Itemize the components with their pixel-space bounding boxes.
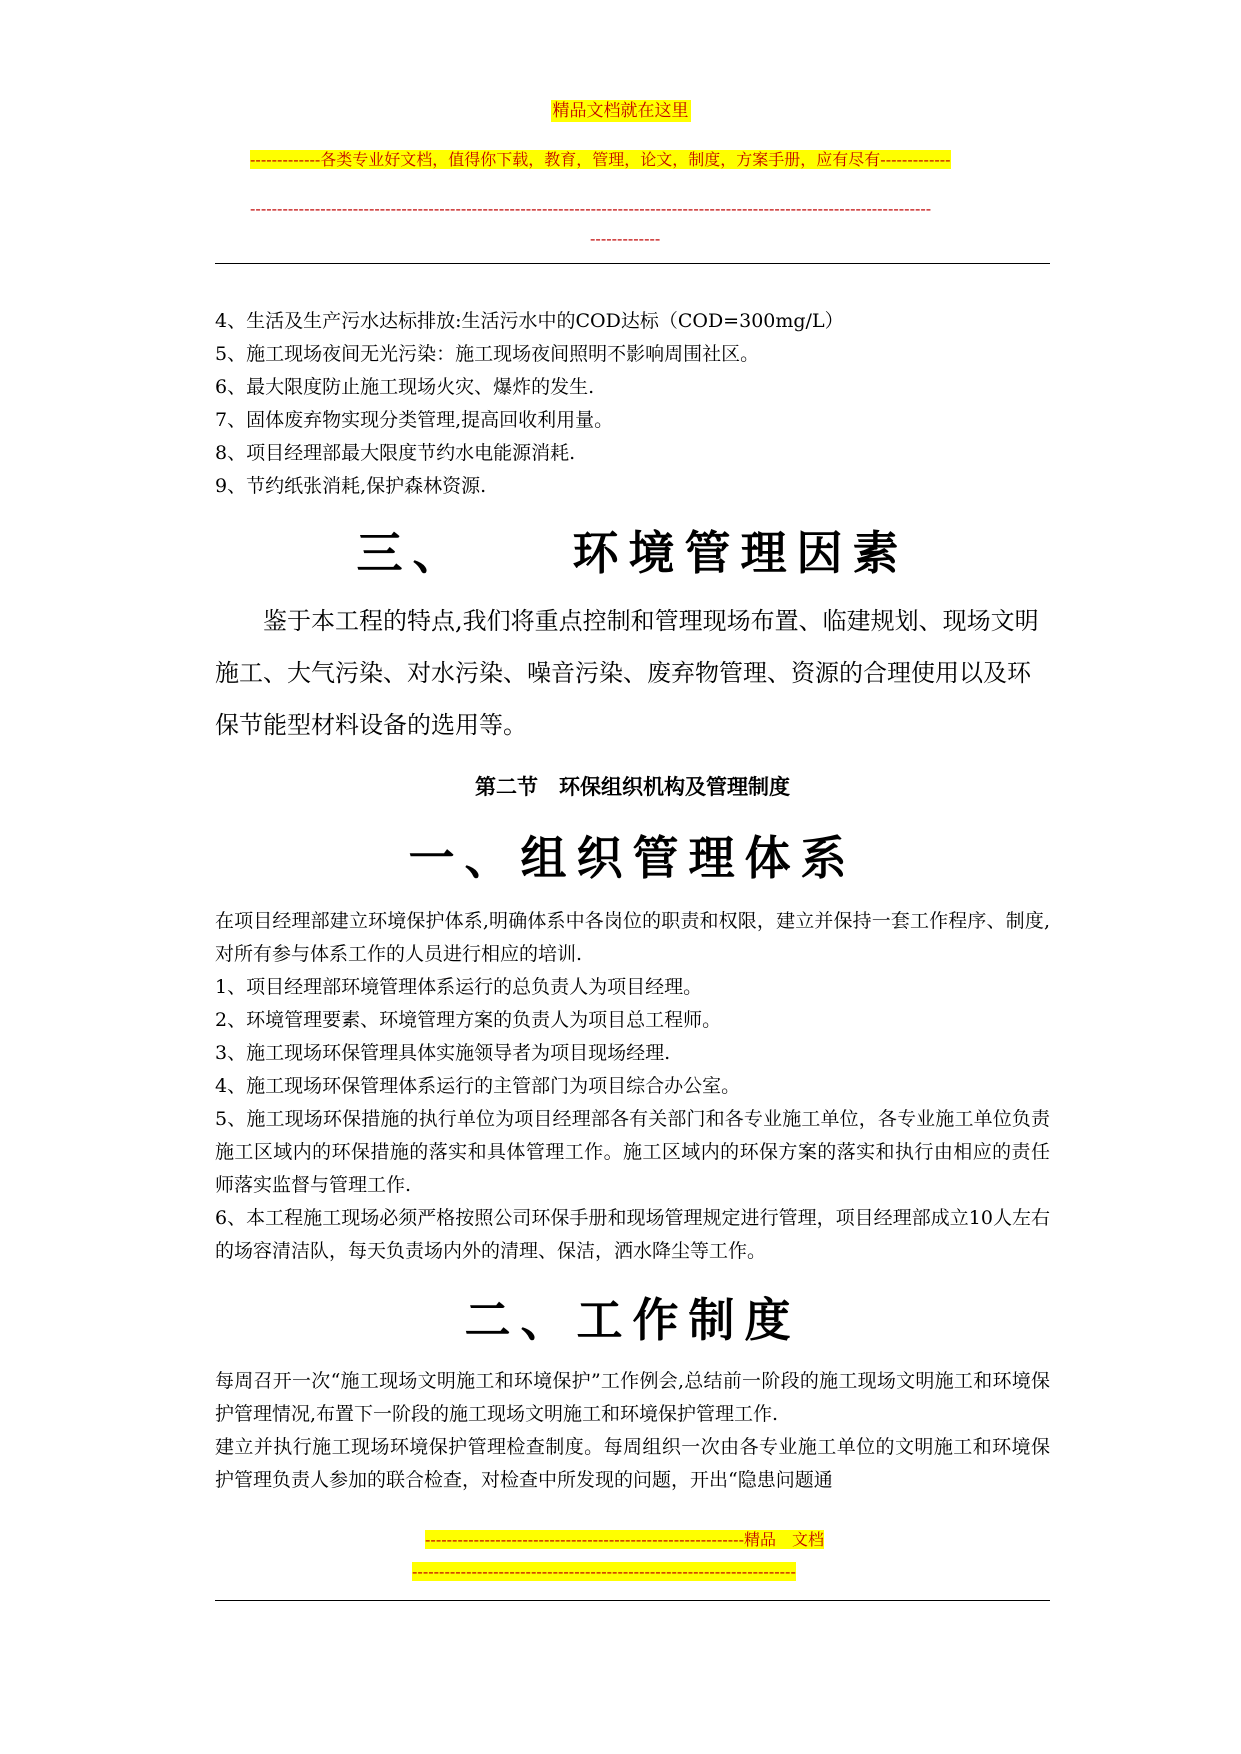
list-item: 4、生活及生产污水达标排放:生活污水中的COD达标（COD=300mg/L） <box>215 310 844 332</box>
list-item: 7、固体废弃物实现分类管理,提高回收利用量。 <box>215 409 614 431</box>
section-heading-organization: 一、组织管理体系 <box>408 831 857 885</box>
section-heading-work-system: 二、工作制度 <box>464 1293 801 1347</box>
work-system-body <box>215 1365 1050 1497</box>
footer-rule <box>215 1600 1050 1601</box>
header-dashes-short: ------------- <box>590 229 661 248</box>
list-item: 3、施工现场环保管理具体实施领导者为项目现场经理. <box>215 1042 671 1064</box>
work-paragraph: 建立并执行施工现场环境保护管理检查制度。每周组织一次由各专业施工单位的文明施工和环境保护管理负责人参加的联合检查，对检查中所发现的问题，开出“隐患问题通 <box>215 1436 1050 1491</box>
work-paragraph: 每周召开一次“施工现场文明施工和环境保护”工作例会,总结前一阶段的施工现场文明施工和环境保护管理情况,布置下一阶段的施工现场文明施工和环境保护管理工作. <box>215 1370 1050 1425</box>
organization-intro: 在项目经理部建立环境保护体系,明确体系中各岗位的职责和权限，建立并保持一套工作程序、制度,对所有参与体系工作的人员进行相应的培训. <box>215 910 1050 965</box>
list-item: 5、施工现场环保措施的执行单位为项目经理部各有关部门和各专业施工单位，各专业施工单位负责施工区域内的环保措施的落实和具体管理工作。施工区域内的环保方案的落实和执行由相应的责任师落实监督与管理工作. <box>215 1108 1050 1196</box>
list-item: 5、施工现场夜间无光污染：施工现场夜间照明不影响周围社区。 <box>215 343 760 365</box>
list-item: 1、项目经理部环境管理体系运行的总负责人为项目经理。 <box>215 976 703 998</box>
goals-list <box>215 305 1050 503</box>
subsection-heading: 第二节 环保组织机构及管理制度 <box>475 775 790 799</box>
footer-dashes: ----------------------------------------------------------------------- <box>412 1562 796 1581</box>
header-banner: -------------各类专业好文档，值得你下载，教育，管理，论文，制度，方案手册，应有尽有------------- <box>250 150 951 169</box>
list-item: 8、项目经理部最大限度节约水电能源消耗. <box>215 442 576 464</box>
environment-factors-paragraph: 鉴于本工程的特点,我们将重点控制和管理现场布置、临建规划、现场文明施工、大气污染、对水污染、噪音污染、废弃物管理、资源的合理使用以及环保节能型材料设备的选用等。 <box>215 607 1039 739</box>
list-item: 6、最大限度防止施工现场火灾、爆炸的发生. <box>215 376 595 398</box>
list-item: 2、环境管理要素、环境管理方案的负责人为项目总工程师。 <box>215 1009 722 1031</box>
list-item: 6、本工程施工现场必须严格按照公司环保手册和现场管理规定进行管理，项目经理部成立10人左右的场容清洁队，每天负责场内外的清理、保洁，洒水降尘等工作。 <box>215 1207 1050 1262</box>
list-item: 9、节约纸张消耗,保护森林资源. <box>215 475 487 497</box>
header-dashes: ------------------------------------------------------------------------------------------------------------------------------ <box>250 199 932 218</box>
footer-banner: -----------------------------------------------------------精品 文档 <box>425 1530 824 1549</box>
list-item: 4、施工现场环保管理体系运行的主管部门为项目综合办公室。 <box>215 1075 741 1097</box>
header-title: 精品文档就在这里 <box>552 101 689 121</box>
header-rule <box>215 263 1050 264</box>
organization-body <box>215 905 1050 1268</box>
section-heading-environment-factors: 三、 环境管理因素 <box>356 526 909 580</box>
